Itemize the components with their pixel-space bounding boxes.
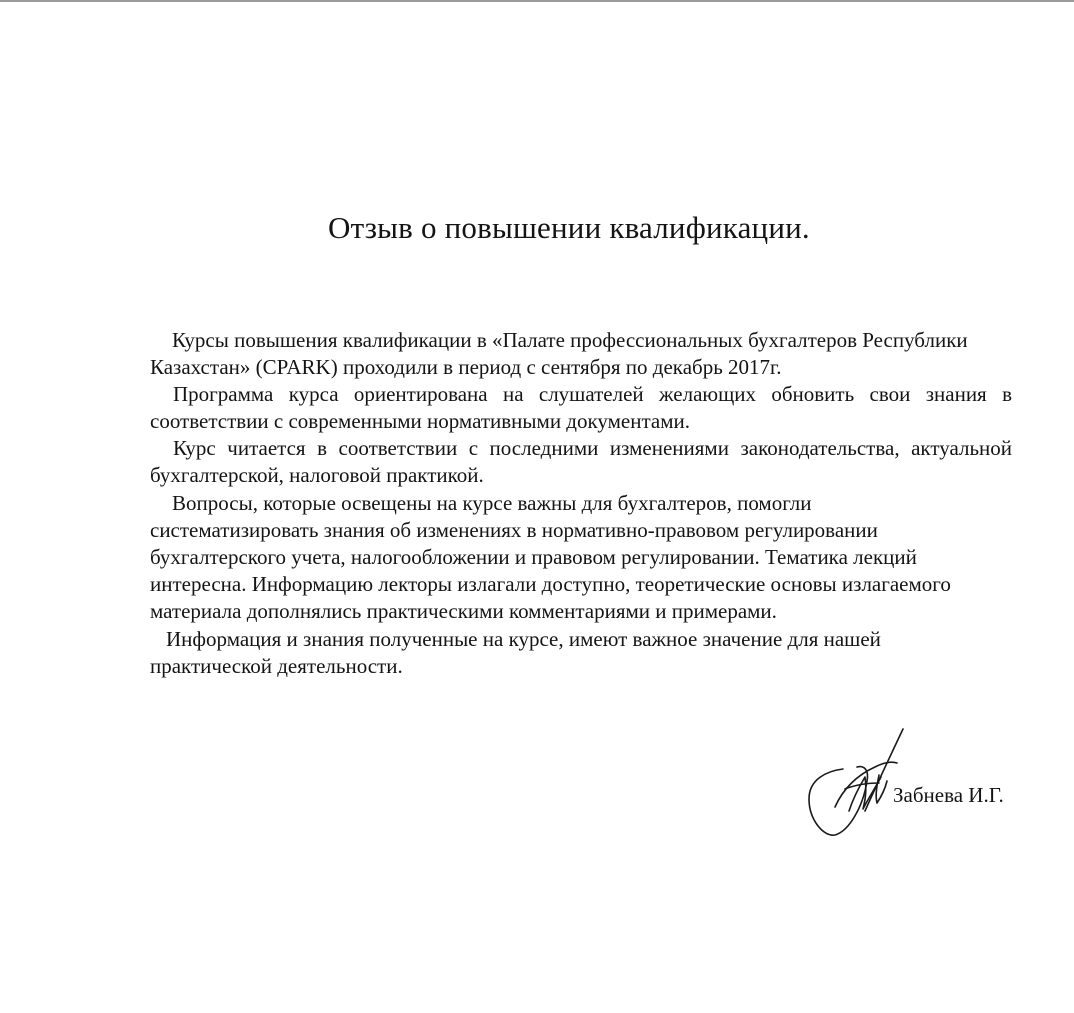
signer-name: Забнева И.Г. <box>893 783 1004 807</box>
paragraph-program: Программа курса ориентирована на слушателей желающих обновить свои знания в соответствии с современными нормативными документами. <box>150 382 1012 433</box>
paragraph-line: Вопросы, которые освещены на курсе важны для бухгалтеров, помогли <box>172 491 812 515</box>
paragraph-conclusion <box>150 626 1020 680</box>
paragraph-line: систематизировать знания об изменениях в нормативно-правовом регулировании <box>150 518 878 542</box>
paragraph-course-content: Курс читается в соответствии с последними изменениями законодательства, актуальной бухгалтерской, налоговой практикой. <box>150 436 1012 487</box>
page-top-edge <box>0 0 1074 2</box>
document-title: Отзыв о повышении квалификации. <box>328 210 810 245</box>
paragraph-line: материала дополнялись практическими комментариями и примерами. <box>150 599 777 623</box>
paragraph-line: Курсы повышения квалификации в «Палате профессиональных бухгалтеров Республики <box>172 328 968 352</box>
paragraph-line: практической деятельности. <box>150 654 403 678</box>
paragraph-course-dates <box>150 327 1020 381</box>
paragraph-line: Информация и знания полученные на курсе, имеют важное значение для нашей <box>166 627 881 651</box>
paragraph-topics <box>150 490 1020 625</box>
paragraph-line: Казахстан» (CPARK) проходили в период с сентября по декабрь 2017г. <box>150 355 782 379</box>
paragraph-line: бухгалтерского учета, налогообложении и правовом регулировании. Тематика лекций <box>150 545 917 569</box>
paragraph-line: интересна. Информацию лекторы излагали доступно, теоретические основы излагаемого <box>150 572 951 596</box>
